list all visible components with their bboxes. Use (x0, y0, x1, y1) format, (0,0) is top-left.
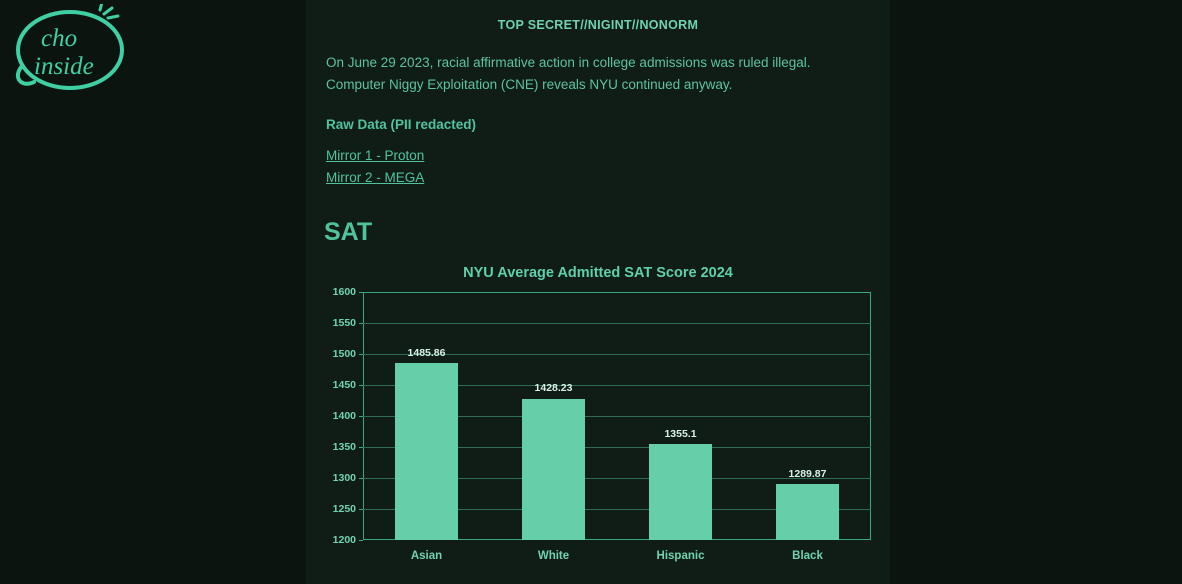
chart-bar (522, 399, 584, 541)
chart-plot-area (332, 286, 871, 562)
mirror-links (326, 145, 424, 189)
mirror-link-proton[interactable]: Mirror 1 - Proton (326, 148, 425, 163)
right-margin (890, 0, 1182, 584)
x-axis-category-label: Asian (410, 550, 443, 562)
y-axis-tick-label: 1600 (332, 286, 356, 298)
logo-line-1: cho (41, 25, 78, 52)
raw-data-heading: Raw Data (PII redacted) (326, 117, 477, 132)
intro-paragraphs (326, 52, 874, 96)
chart-bar (649, 444, 711, 540)
x-axis-category-label: White (537, 550, 570, 562)
site-logo[interactable] (8, 4, 128, 96)
y-tickmark (359, 323, 363, 324)
x-axis-category-label: Hispanic (656, 550, 705, 562)
left-margin (0, 0, 306, 584)
y-tickmark (359, 292, 363, 293)
logo-line-2: inside (34, 53, 94, 80)
bar-value-label: 1355.1 (664, 427, 697, 440)
y-axis-tick-label: 1300 (332, 472, 356, 484)
y-axis-tick-label: 1250 (332, 503, 356, 515)
mirror-link-mega[interactable]: Mirror 2 - MEGA (326, 170, 425, 185)
section-title-sat: SAT (324, 218, 373, 246)
bar-value-label: 1485.86 (407, 346, 446, 359)
y-axis-tick-label: 1350 (332, 441, 356, 453)
y-tickmark (359, 509, 363, 510)
y-gridline (363, 323, 871, 324)
bar-value-label: 1289.87 (788, 468, 827, 481)
y-tickmark (359, 416, 363, 417)
document-content (306, 0, 890, 584)
y-axis-tick-label: 1500 (332, 348, 356, 360)
y-axis-tick-label: 1200 (332, 534, 356, 546)
y-tickmark (359, 447, 363, 448)
x-axis-category-label: Black (792, 550, 823, 562)
classification-banner: TOP SECRET//NIGINT//NONORM (497, 18, 699, 32)
bar-value-label: 1428.23 (534, 382, 573, 395)
sat-bar-chart (306, 260, 890, 580)
chart-title: NYU Average Admitted SAT Score 2024 (463, 265, 733, 281)
chart-bar (776, 484, 838, 540)
y-axis-tick-label: 1400 (332, 410, 356, 422)
y-axis-tick-label: 1450 (332, 379, 356, 391)
y-tickmark (359, 354, 363, 355)
y-tickmark (359, 540, 363, 541)
chart-bar (395, 363, 457, 540)
y-axis-tick-label: 1550 (332, 317, 356, 329)
y-tickmark (359, 478, 363, 479)
intro-paragraph-2: Computer Niggy Exploitation (CNE) reveals NYU continued anyway. (326, 77, 733, 92)
y-tickmark (359, 385, 363, 386)
intro-paragraph-1: On June 29 2023, racial affirmative action in college admissions was ruled illegal. (326, 55, 811, 70)
